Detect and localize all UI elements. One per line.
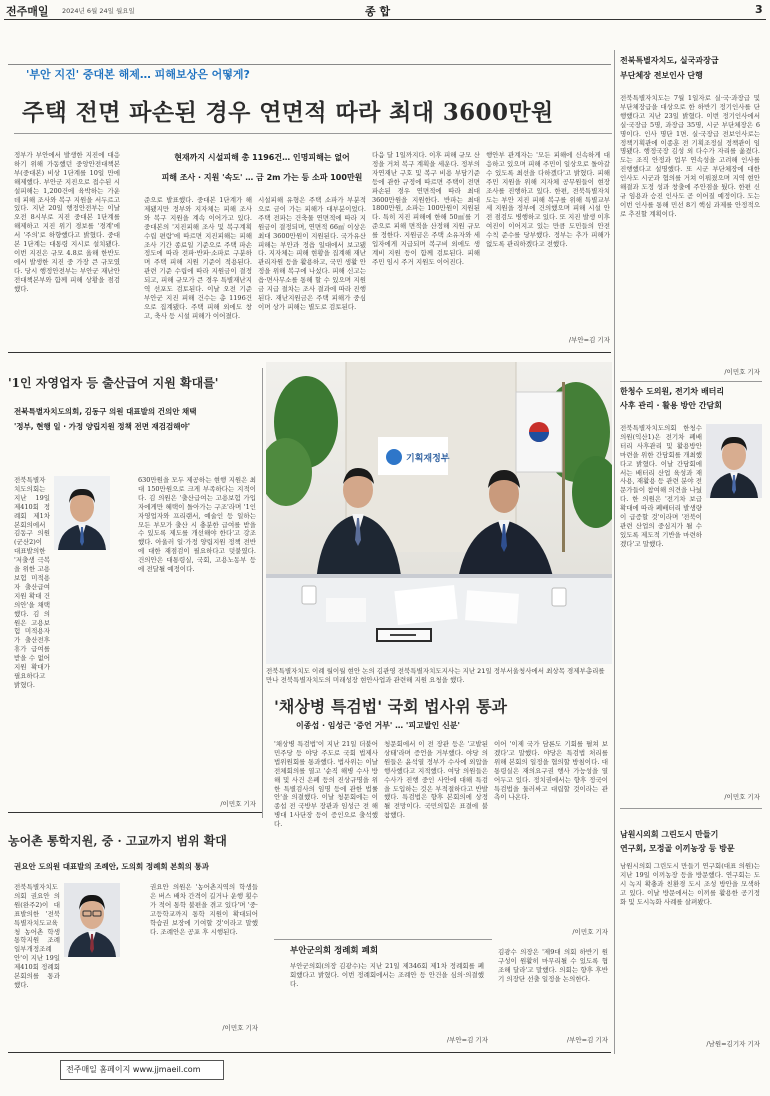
footer-rule	[8, 1052, 611, 1053]
story3-col-3: 이어 '이제 국가 담론도 기회를 펼쳐 보겠다'고 말했다. 야당은 특검법 처리를 위해 본회의 일정을 협의할 방침이다. 대통령실은 재의요구권 행사 가능성을 열어두고 있다. 정치권에서는 향후 정국이 특검법을 둘러싸고 대립할 것이라는 관측이 나온다.	[494, 740, 608, 802]
top-story-subhead-1: 현재까지 시설피해 총 1196건… 인명피해는 없어	[174, 153, 350, 162]
story4-col-b: 권요안 의원은 '농어촌지역의 학생들은 버스 배차 간격이 길거나 운행 횟수가 적어 통학 불편을 겪고 있다'며 '중·고등학교까지 통학 지원이 확대되어 학습권 보장에 기여할 것'이라고 말했다. 조례안은 공포 후 시행된다.	[150, 883, 258, 936]
story2-subhead-1: 전북특별자치도의회, 김동구 의원 대표발의 건의안 채택	[14, 407, 197, 416]
page-number: 3	[755, 3, 763, 16]
story4-top-rule	[8, 812, 262, 813]
meeting-photo	[266, 362, 612, 664]
section-title: 종 합	[365, 5, 391, 18]
story3-headline: '채상병 특검법' 국회 법사위 통과	[274, 697, 508, 716]
top-story-kicker: '부안 지진' 중대본 해제… 피해보상은 어떻게?	[26, 68, 250, 81]
story3-col-2: 청문회에서 이 전 장관 등은 '고발된 상태'라며 증언을 거부했다. 야당 의원들은 윤석열 정부가 수사에 외압을 행사했다고 지적했다. 여당 의원들은 수사가 진행 중인 사안에 대해 특검을 도입하는 것은 부적절하다고 반발했다. 특검법은 향후 본회의에 상정될 전망이다. 국민의힘은 표결에 불참했다.	[384, 740, 488, 820]
lawmaker-portrait-kwon	[64, 883, 120, 957]
sidebar-top-title: 부단체장 전보인사 단행	[620, 71, 703, 80]
story2-headline: '1인 자영업자 등 출산급여 지원 확대를'	[8, 376, 219, 390]
top-story-col-5: 행안부 관계자는 '모든 피해에 신속하게 대응하고 있으며 피해 주민이 일상으로 돌아갈 수 있도록 최선을 다하겠다'고 밝혔다. 피해 주민 지원을 위해 지자체 공무원들이 현장 조사를 진행하고 있다. 한편, 전북특별자치도는 부안 지진 피해 복구를 위해 특별교부세 지원을 정부에 건의했으며 피해 시설 안전 점검도 병행하고 있다. 또 지진 발생 이후 여진이 이어지고 있는 만큼 도민들의 안전 수칙 준수를 당부했다. 정부는 추가 피해가 없도록 관리하겠다고 전했다.	[486, 151, 610, 249]
top-story-subhead-2: 피해 조사 · 지원 '속도' … 금 2m 가는 등 소파 100만원	[161, 173, 363, 182]
sidebar-top-rule	[620, 381, 762, 382]
story5-headline: 부안군의회 정례회 폐회	[290, 946, 379, 956]
story3-byline: /이민호 기자	[572, 928, 608, 936]
top-story-headline: 주택 전면 파손된 경우 연면적 따라 최대 3600만원	[22, 99, 554, 126]
top-story-col-2: 준으로 발표했다. 중대본 1단계가 해제됐지만 정부와 지자체는 피해 조사와 복구 지원을 계속 이어가고 있다. 중대본의 '지진피해 조사 및 복구계획 수립 편람'에 따르면 지진피해는 피해조사 기간 종료일 기준으로 주택 파손 정도에 따라 전파·반파·소파로 구분하며 주택 피해 지원 기준이 적용된다. 관련 기준 수립에 따라 지원금이 결정되고, 피해 규모가 큰 경우 특별재난지역 선포도 검토된다. 이날 오전 기준 부안군 지진 피해 건수는 총 1196건으로 집계됐다. 주택 피해 외에도 창고, 축사 등 시설 피해가 이어졌다.	[144, 196, 252, 320]
story6-byline: /부안=김 기자	[566, 1036, 608, 1044]
story5-byline: /부안=김 기자	[446, 1036, 488, 1044]
lawmaker-portrait-han	[706, 424, 762, 498]
sidebar-bot-body: 남원시의회 그린도시 만들기 연구회(대표 의원)는 지난 19일 이끼농장 등을 방문했다. 연구회는 도시 녹지 확충과 친환경 도시 조성 방안을 모색하고 있다. 이날 방문에서는 이끼를 활용한 공기정화 및 도시녹화 사례를 살펴봤다.	[620, 862, 760, 906]
story4-subhead: 권요안 도의원 대표발의 조례안, 도의회 정례회 본회의 통과	[14, 862, 210, 871]
story4-headline: 농어촌 통학지원, 중 · 고교까지 범위 확대	[8, 834, 227, 848]
top-story-byline: /부안=김 기자	[568, 336, 610, 344]
story2-col-b: 630만원을 모두 제공하는 현행 지원은 최대 150만원으로 크게 부족하다는 지적이다. 김 의원은 '출산급여는 고용보험 가입자에게만 혜택이 돌아가는 구조'라며 '1인 자영업자와 프리랜서, 예술인 등 일하는 모든 부모가 출산 시 충분한 급여를 받을 수 있도록 제도를 개선해야 한다'고 강조했다. 아울러 일·가정 양립지원 정책 전반에 대한 재점검이 필요하다고 덧붙였다. 건의안은 대통령실, 국회, 고용노동부 등에 전달될 예정이다.	[138, 476, 256, 574]
story4-byline: /이민호 기자	[222, 1024, 258, 1032]
sidebar-mid-byline: /이민호 기자	[724, 793, 760, 801]
sidebar-top-byline: /이민호 기자	[724, 368, 760, 376]
sidebar-mid-body: 전북특별자치도의회 한청수 의원(익산1)은 전기차 폐배터리 사후관리 및 활용방안 마련을 위한 간담회를 개최했다고 밝혔다. 이날 간담회에서는 배터리 산업 육성과 재사용, 재활용 등 관련 분야 전문가들이 참여해 의견을 나눴다. 한 의원은 '전기차 보급 확대에 따라 폐배터리 발생량이 급증할 것'이라며 '전북이 관련 산업의 중심지가 될 수 있도록 제도적 기반을 마련하겠다'고 말했다.	[620, 424, 702, 548]
story2-col-a: 전북특별자치도의회는 지난 19일 제410회 정례회 제1차 본회의에서 김동구 의원(군산2)이 대표발의한 '저출생 극복을 위한 고용보험 미적용자 출산급여 지원 확대 건의안'을 채택했다. 김 의원은 고용보험 미적용자가 출산전후휴가 급여를 받을 수 없어 지원 확대가 필요하다고 밝혔다.	[14, 476, 50, 689]
story5-body: 부안군의회(의장 김광수)는 지난 21일 제346회 제1차 정례회를 폐회했다고 밝혔다. 이번 정례회에서는 조례안 등 안건을 심의·의결했다.	[290, 962, 484, 988]
top-story-col-4: 다음 달 1일까지다. 이후 피해 규모 산정을 거쳐 복구 계획을 세운다. 정부의 자연재난 구호 및 복구 비용 부담기준 등에 관한 규정에 따르면 주택이 전면 파손된 경우 연면적에 따라 최대 3600만원을 지원한다. 반파는 최대 1800만원, 소파는 100만원이 지원된다. 특히 지진 피해에 한해 50㎡를 기준으로 피해 면적을 산정해 지원 규모를 정한다. 지원금은 주택 소유자와 세입자에게 지급되며 복구비 외에도 생계비 지원 등이 함께 검토된다. 피해 주민 임시 주거 지원도 이어진다.	[372, 151, 480, 266]
story5-top-rule	[274, 939, 492, 940]
sidebar-top-body: 전북특별자치도는 7월 1일자로 실·국·과장급 및 부단체장급을 대상으로 한 하반기 정기인사를 단행했다고 지난 23일 밝혔다. 이번 정기인사에서 실·국장급 5명, 과장급 35명, 시군 부단체장은 6명이다. 인사 명단 1면. 실·국장급 전보인사로는 정책기획관에 이종훈 전 기획조정실 정책관이 임명됐다. 행정국장 김성 외 다수가 자리를 옮겼다. 도는 조직 안정과 업무 연속성을 고려해 인사를 진행했다고 설명했다. 또 시군 부단체장에 대한 인사도 시군과 협의를 거쳐 이뤄졌으며 지역 현안 해결과 도정 성과 창출에 주안점을 뒀다. 한편 신규 임용과 승진 인사도 곧 이어질 예정이다. 도는 이번 인사를 통해 민선 8기 핵심 과제를 안정적으로 추진할 계획이다.	[620, 94, 760, 218]
photo-sign-text: 기획재정부	[406, 454, 450, 464]
story3-subhead: 이종섭 · 임성근 '증언 거부' … '피고발인 신분'	[296, 721, 460, 730]
top-story-divider	[14, 133, 612, 134]
top-story-col-3: 시설피해 유형은 주택 소파가 부분적으로 금이 가는 피해가 대부분이었다. 주택 전파는 건축물 연면적에 따라 지원금이 결정되며, 연면적 66㎡ 이상은 최대 3600만원이 지원된다. 국가유산 피해는 부안과 정읍 일대에서 보고됐다. 지자체는 피해 현황을 집계해 재난관리자원 등을 활용하고, 국민 생활 안정을 위해 복구에 나섰다. 피해 신고는 읍·면사무소를 통해 할 수 있으며 지원금 지급 절차는 조사 결과에 따라 진행된다. 재난지원금은 주택 피해가 중심이며 상가 피해는 별도로 검토된다.	[258, 196, 366, 311]
story4-col-a: 전북특별자치도의회 권요안 의원(완주2)이 대표발의한 '전북특별자치도교육청 농어촌 학생 통학지원 조례 일부개정조례안'이 지난 19일 제410회 정례회 본회의를 통과했다.	[14, 883, 60, 989]
story6-body: 김광수 의장은 '제9대 의회 하반기 원구성이 원활히 마무리될 수 있도록 협조해 달라'고 말했다. 의회는 향후 후반기 의장단 선출 일정을 논의한다.	[498, 948, 608, 983]
sidebar-mid-kicker: 한청수 도의원, 전기차 배터리	[620, 387, 725, 396]
photo-caption: 전북특별자치도 이례 월이월 현안 논의 김관영 전북특별자치도지사는 지난 21일 정부서울청사에서 최상목 경제부총리를 만나 전북특별자치도의 미래성장 현안사업과 관련해 지원 요청을 했다.	[266, 667, 605, 684]
top-story-col-1: 정부가 부안에서 발생한 지진에 대응하기 위해 가동했던 중앙안전대책본부(중대본) 비상 1단계를 10일 만에 해제했다. 부안군 지진으로 접수된 시설피해는 1,200건에 육박하는 가운데 피해 조사와 복구 지원을 서두르고 있다. 지난 20일 행정안전부는 이날 오전 8시부로 지진 중대본 1단계를 해제하고 지진 위기 경보를 '경계'에서 '주의'로 하향했다고 밝혔다. 중대본 1단계는 대통령 지시로 설치됐다. 이번 지진은 규모 4.8로 올해 한반도에서 발생한 지진 중 가장 큰 규모였다. 당시 행정안전부는 부안군 재난안전대책본부와 함께 피해 상황을 점검했다.	[14, 151, 120, 293]
sidebar-divider	[614, 50, 615, 1054]
masthead-rule	[4, 19, 766, 20]
story2-divider	[262, 368, 263, 818]
lawmaker-portrait-kim	[54, 476, 110, 550]
sidebar-mid-rule	[620, 808, 762, 809]
story2-subhead-2: '정부, 현행 일 · 가정 양립지원 정책 전면 재검검해야'	[14, 422, 191, 431]
issue-date: 2024년 6월 24일 월요일	[62, 7, 135, 15]
paper-name: 전주매일	[6, 5, 49, 18]
sidebar-bot-byline: /남원=김기자 기자	[706, 1040, 760, 1048]
story3-col-1: '채상병 특검법'이 지난 21일 더불어민주당 등 야당 주도로 국회 법제사법위원회를 통과했다. 법사위는 이날 전체회의를 열고 '순직 해병 수사 방해 및 사건 은폐 등의 진상규명을 위한 특별검사의 임명 등에 관한 법률안'을 의결했다. 이날 청문회에는 이종섭 전 국방부 장관과 임성근 전 해병대 1사단장 등이 증인으로 출석했다.	[274, 740, 378, 829]
story2-byline: /이민호 기자	[220, 800, 256, 808]
top-story-rule	[8, 64, 611, 65]
sidebar-top-org: 전북특별자치도, 실국과장급	[620, 56, 719, 65]
sidebar-mid-title: 사후 관리 · 활용 방안 간담회	[620, 401, 722, 410]
footer-homepage-link[interactable]: 전주매일 홈페이지 www.jjmaeil.com	[66, 1065, 201, 1074]
top-story-bottom-rule	[8, 352, 611, 353]
sidebar-bot-title: 연구회, 모정골 이끼농장 등 방문	[620, 844, 735, 853]
sidebar-bot-kicker: 남원시의회 그린도시 만들기	[620, 830, 719, 839]
